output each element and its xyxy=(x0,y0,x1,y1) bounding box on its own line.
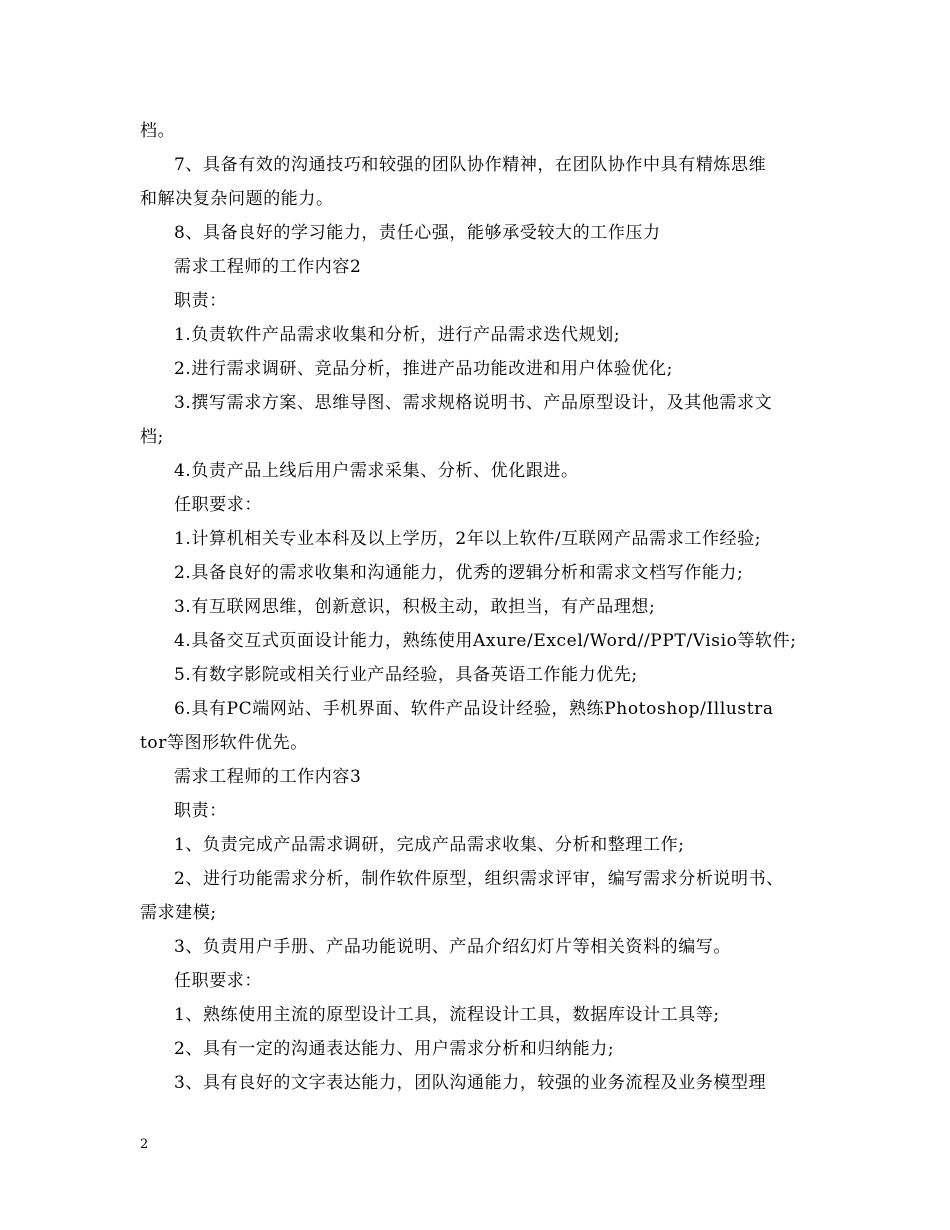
list-item: 2、具有一定的沟通表达能力、用户需求分析和归纳能力; xyxy=(174,1039,615,1059)
list-item: 1.计算机相关专业本科及以上学历，2年以上软件/互联网产品需求工作经验; xyxy=(174,529,762,549)
list-item: 2.具备良好的需求收集和沟通能力，优秀的逻辑分析和需求文档写作能力; xyxy=(174,563,744,583)
list-item: 1、熟练使用主流的原型设计工具，流程设计工具，数据库设计工具等; xyxy=(174,1005,720,1025)
list-item: 2.进行需求调研、竞品分析，推进产品功能改进和用户体验优化; xyxy=(174,359,673,379)
text-line: 7、具备有效的沟通技巧和较强的团队协作精神，在团队协作中具有精炼思维 xyxy=(174,155,767,175)
list-item-continuation: 需求建模; xyxy=(140,903,217,923)
list-item: 3.撰写需求方案、思维导图、需求规格说明书、产品原型设计，及其他需求文 xyxy=(174,393,773,413)
list-item: 5.有数字影院或相关行业产品经验，具备英语工作能力优先; xyxy=(174,665,638,685)
list-item: 3.有互联网思维，创新意识，积极主动，敢担当，有产品理想; xyxy=(174,597,656,617)
list-item: 3、负责用户手册、产品功能说明、产品介绍幻灯片等相关资料的编写。 xyxy=(174,937,732,957)
document-body xyxy=(140,114,820,1100)
subsection-label: 任职要求： xyxy=(174,971,262,991)
subsection-label: 任职要求： xyxy=(174,495,262,515)
text-line: 档。 xyxy=(140,121,176,141)
list-item: 6.具有PC端网站、手机界面、软件产品设计经验，熟练Photoshop/Illustra xyxy=(174,699,774,719)
subsection-label: 职责： xyxy=(174,801,227,821)
list-item: 2、进行功能需求分析，制作软件原型，组织需求评审，编写需求分析说明书、 xyxy=(174,869,784,889)
section-heading: 需求工程师的工作内容3 xyxy=(174,767,362,787)
list-item-continuation: tor等图形软件优先。 xyxy=(140,733,308,753)
section-heading: 需求工程师的工作内容2 xyxy=(174,257,362,277)
text-line: 和解决复杂问题的能力。 xyxy=(140,189,334,209)
list-item: 1、负责完成产品需求调研，完成产品需求收集、分析和整理工作; xyxy=(174,835,685,855)
text-line: 8、具备良好的学习能力，责任心强，能够承受较大的工作压力 xyxy=(174,223,661,243)
page-number: 2 xyxy=(140,1137,149,1152)
list-item: 3、具有良好的文字表达能力，团队沟通能力，较强的业务流程及业务模型理 xyxy=(174,1073,767,1093)
list-item: 1.负责软件产品需求收集和分析，进行产品需求迭代规划; xyxy=(174,325,621,345)
list-item: 4.具备交互式页面设计能力，熟练使用Axure/Excel/Word//PPT/Visio等软件; xyxy=(174,631,797,651)
subsection-label: 职责： xyxy=(174,291,227,311)
list-item: 4.负责产品上线后用户需求采集、分析、优化跟进。 xyxy=(174,461,579,481)
list-item-continuation: 档; xyxy=(140,427,164,447)
